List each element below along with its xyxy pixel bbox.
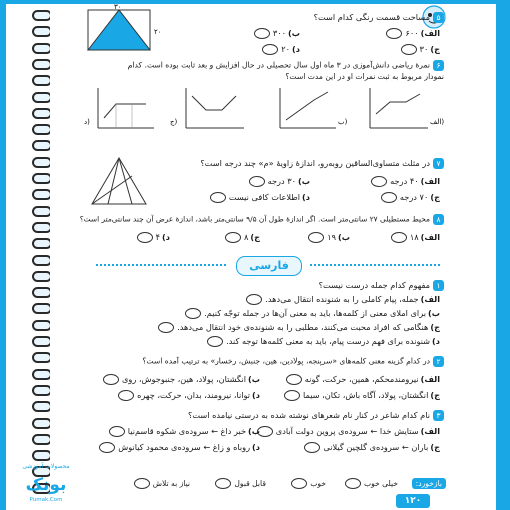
option-b[interactable]: ب)خبر داغ ← سروده‌ی شکوه قاسم‌نیا (109, 426, 260, 437)
rating-very-good[interactable] (345, 478, 398, 489)
option-d[interactable]: د)توانا، نیرومند، بدان، حرکت، چهره (118, 390, 260, 401)
rating-bubble[interactable] (345, 478, 361, 489)
question-number: ۸ (433, 214, 444, 225)
question-6-line2 (285, 72, 444, 82)
binder-ring (32, 189, 52, 200)
option-text: ۱۸ (409, 232, 419, 242)
option-text: شنونده برای فهم درست پیام، باید به معنی کلمه‌ها توجه کند. (226, 336, 431, 346)
binder-ring (32, 401, 52, 412)
option-text: برای املای معنی از کلمه‌ها، باید به معنی آن‌ها در جمله توجّه کنیم. (204, 308, 427, 318)
graph-d (84, 88, 154, 128)
answer-bubble[interactable] (371, 176, 387, 187)
option-text: ۲۰ (281, 44, 291, 54)
question-2 (142, 356, 444, 367)
answer-bubble[interactable] (249, 176, 265, 187)
left-border (0, 0, 6, 510)
rating-good[interactable] (291, 478, 326, 489)
question-text: مساحت قسمت رنگی کدام است؟ (313, 12, 430, 22)
option-a[interactable]: الف)۶۰۰ (386, 28, 440, 39)
binder-ring (32, 222, 52, 233)
question-text: نمودار مربوط به ثبت نمرات او در این مدت است؟ (285, 72, 444, 81)
binder-ring (32, 26, 52, 37)
answer-bubble[interactable] (99, 442, 115, 453)
answer-bubble[interactable] (185, 308, 201, 319)
option-c[interactable]: ج)انگشتان، پولاد، آگاه باش، تکان، سیما (284, 390, 440, 401)
publisher-logo (16, 460, 76, 504)
figure-top-label: ۳۰ (114, 4, 122, 11)
answer-bubble[interactable] (158, 322, 174, 333)
option-text: ۳۰ درجه (267, 176, 297, 186)
answer-bubble[interactable] (137, 232, 153, 243)
publisher-site: Pumak.Com (29, 497, 63, 503)
option-text: ستایش خدا ← سروده‌ی پروین دولت آبادی (275, 426, 419, 436)
option-text: ۴۰ درجه (390, 176, 419, 186)
question-number: ۱ (433, 280, 444, 291)
rating-bubble[interactable] (215, 478, 231, 489)
option-text: ۴ (155, 232, 161, 242)
option-text: ۶۰۰ (405, 28, 419, 38)
option-text: توانا، نیرومند، بدان، حرکت، چهره (137, 390, 251, 400)
right-border (496, 0, 510, 510)
option-text: نیرومندمحکم، همین، حرکت، گونه (304, 374, 419, 384)
answer-bubble[interactable] (210, 192, 226, 203)
answer-bubble[interactable] (401, 44, 417, 55)
option-b[interactable]: ب)برای املای معنی از کلمه‌ها، باید به معنی آن‌ها در جمله توجّه کنیم. (185, 308, 440, 319)
option-b[interactable]: ب)۱۹ (308, 232, 350, 243)
option-text: ۱۹ (327, 232, 337, 242)
option-text: باران ← سروده‌ی گلچین گیلانی (323, 442, 429, 452)
answer-bubble[interactable] (304, 442, 320, 453)
question-3 (188, 410, 444, 421)
section-title: فارسی (236, 256, 302, 276)
question-6 (128, 60, 444, 71)
question-1 (319, 280, 444, 291)
answer-bubble[interactable] (391, 232, 407, 243)
graph-a (370, 88, 444, 128)
answer-bubble[interactable] (286, 374, 302, 385)
binder-ring (32, 10, 52, 21)
graph-options (84, 84, 464, 144)
option-c[interactable]: ج)۳۰ (401, 44, 440, 55)
option-text: ۳۰ (419, 44, 429, 54)
graph-c (170, 88, 244, 128)
answer-bubble[interactable] (381, 192, 397, 203)
option-text: ۷۰ درجه (399, 192, 429, 202)
binder-ring (32, 157, 52, 168)
graph-label: ج) (170, 118, 178, 126)
answer-bubble[interactable] (109, 426, 125, 437)
binder-ring (32, 124, 52, 135)
graph-label: الف) (430, 118, 445, 126)
binder-ring (32, 92, 52, 103)
answer-bubble[interactable] (308, 232, 324, 243)
answer-bubble[interactable] (207, 336, 223, 347)
rating-text: قابل قبول (234, 479, 266, 488)
binder-ring (32, 75, 52, 86)
option-text: خبر داغ ← سروده‌ی شکوه قاسم‌نیا (127, 426, 247, 436)
answer-bubble[interactable] (246, 294, 262, 305)
triangle-figure (82, 4, 174, 56)
option-a[interactable]: الف)جمله، پیام کاملی را به شنونده انتقال می‌دهد. (246, 294, 440, 305)
rating-text: خوب (310, 479, 326, 488)
binder-ring (32, 255, 52, 266)
answer-bubble[interactable] (225, 232, 241, 243)
question-number: ۲ (433, 356, 444, 367)
publisher-brand: بونک (25, 475, 67, 495)
binder-ring (32, 140, 52, 151)
binder-ring (32, 385, 52, 396)
binder-ring (32, 238, 52, 249)
option-text: روباه و زاغ ← سروده‌ی محمود کیانوش (118, 442, 251, 452)
option-b[interactable]: ب)۳۰ درجه (249, 176, 310, 187)
answer-bubble[interactable] (386, 28, 402, 39)
option-a[interactable]: الف)۴۰ درجه (371, 176, 440, 187)
rating-bubble[interactable] (134, 478, 150, 489)
question-7 (200, 158, 444, 169)
option-c[interactable]: ج)۸ (225, 232, 260, 243)
page-number: ۱۲۰ (396, 494, 430, 508)
option-c[interactable]: ج)باران ← سروده‌ی گلچین گیلانی (304, 442, 440, 453)
question-number: ۷ (433, 158, 444, 169)
option-text: انگشتان، پولاد، آگاه باش، تکان، سیما (302, 390, 429, 400)
publisher-tagline: محصولات آموزشی (22, 463, 70, 470)
option-b[interactable]: ب)انگشتان، پولاد، هین، جنبوجوش، روی (103, 374, 260, 385)
answer-bubble[interactable] (254, 28, 270, 39)
option-d[interactable]: د)اطلاعات کافی نیست (210, 192, 310, 203)
section-divider-left (96, 264, 226, 268)
option-d[interactable]: د)۲۰ (262, 44, 300, 55)
option-b[interactable]: ب)۳۰۰ (254, 28, 300, 39)
figure-side-label: ۲۰ (154, 28, 162, 36)
question-5 (314, 12, 444, 23)
binder-ring (32, 336, 52, 347)
feedback-label-text: بازخورد: (412, 478, 446, 489)
option-text: انگشتان، پولاد، هین، جنبوجوش، روی (121, 374, 247, 384)
section-divider-right (310, 264, 440, 268)
binder-ring (32, 434, 52, 445)
question-number: ۶ (433, 60, 444, 71)
binder-ring (32, 271, 52, 282)
option-text: جمله، پیام کاملی را به شنونده انتقال می‌دهد. (265, 294, 419, 304)
binder-ring (32, 108, 52, 119)
question-text: در کدام گزینه معنی کلمه‌های «سرپنجه، پولادین، هین، جنبش، رخسار» به ترتیب آمده است؟ (142, 356, 430, 366)
option-d[interactable]: د)روباه و زاغ ← سروده‌ی محمود کیانوش (99, 442, 260, 453)
option-a[interactable]: الف)نیرومندمحکم، همین، حرکت، گونه (286, 374, 440, 385)
binder-ring (32, 369, 52, 380)
rating-text: خیلی خوب (363, 479, 398, 488)
question-text: نام کدام شاعر در کنار نام شعرهای نوشته شده به درستی نیامده است؟ (187, 410, 430, 420)
binder-ring (32, 43, 52, 54)
isosceles-triangle-figure (86, 154, 152, 210)
binder-ring (32, 206, 52, 217)
question-text: مفهوم کدام جمله درست نیست؟ (318, 280, 430, 290)
option-text: هنگامی که افراد محبت می‌کنند، مطلبی را به شنونده‌ی خود انتقال می‌دهد. (177, 322, 429, 332)
option-text: ۳۰۰ (272, 28, 287, 38)
option-d[interactable]: د)شنونده برای فهم درست پیام، باید به معنی کلمه‌ها توجه کند. (207, 336, 440, 347)
spiral-binding (32, 10, 50, 500)
graph-label: د) (84, 118, 90, 126)
option-c[interactable]: ج)هنگامی که افراد محبت می‌کنند، مطلبی را به شنونده‌ی خود انتقال می‌دهد. (158, 322, 440, 333)
option-c[interactable]: ج)۷۰ درجه (381, 192, 440, 203)
binder-ring (32, 303, 52, 314)
option-d[interactable]: د)۴ (137, 232, 170, 243)
question-text: در مثلث متساوی‌الساقین روبه‌رو، اندازهٔ زاویهٔ «م» چند درجه است؟ (200, 158, 430, 168)
rating-needs-effort[interactable] (134, 478, 190, 489)
answer-bubble[interactable] (284, 390, 300, 401)
question-text: محیط مستطیلی ۲۷ سانتی‌متر است. اگر اندازهٔ طول آن ۹/۵ سانتی‌متر باشد، اندازهٔ عرض آن چند سانتی‌متر است؟ (79, 214, 430, 224)
feedback-label (412, 478, 446, 489)
binder-ring (32, 173, 52, 184)
option-a[interactable]: الف)۱۸ (391, 232, 440, 243)
rating-text: نیاز به تلاش (152, 479, 190, 488)
option-text: ۸ (243, 232, 249, 242)
binder-ring (32, 320, 52, 331)
graph-label: ب) (338, 118, 348, 126)
question-8 (80, 214, 444, 225)
binder-ring (32, 352, 52, 363)
feedback-bar (86, 476, 446, 492)
option-text: اطلاعات کافی نیست (228, 192, 301, 202)
question-text: نمرهٔ ریاضی دانش‌آموزی در ۳ ماه اول سال تحصیلی در حال افزایش و بعد ثابت بوده است. کدام (127, 60, 430, 70)
rating-bubble[interactable] (291, 478, 307, 489)
question-number: ۵ (433, 12, 444, 23)
question-number: ۳ (433, 410, 444, 421)
answer-bubble[interactable] (103, 374, 119, 385)
answer-bubble[interactable] (118, 390, 134, 401)
answer-bubble[interactable] (262, 44, 278, 55)
binder-ring (32, 418, 52, 429)
rating-acceptable[interactable] (215, 478, 266, 489)
binder-ring (32, 59, 52, 70)
binder-ring (32, 287, 52, 298)
graph-b (280, 88, 348, 128)
option-a[interactable]: الف)ستایش خدا ← سروده‌ی پروین دولت آبادی (257, 426, 440, 437)
